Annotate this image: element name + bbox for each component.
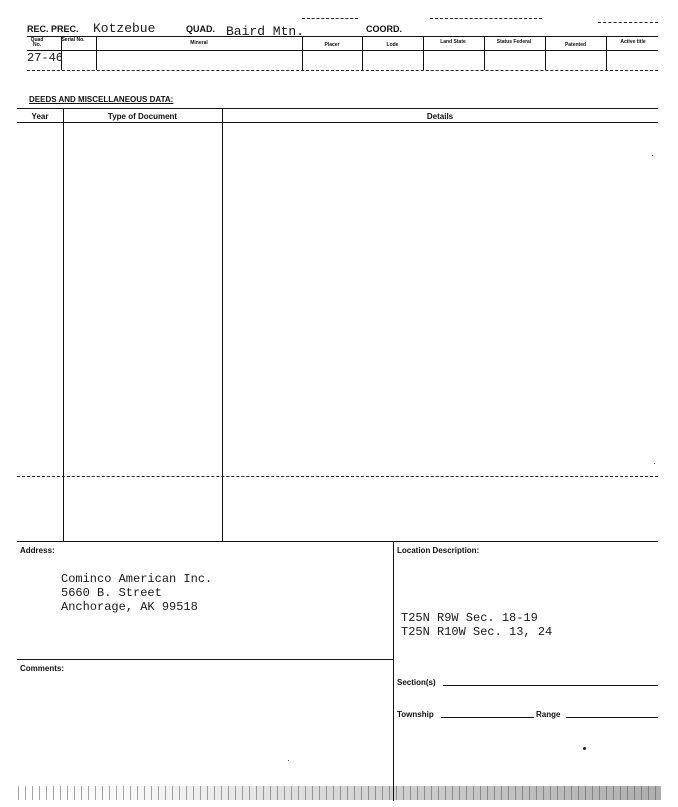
header-top-dash-3 [598,22,658,23]
header-col-div-4 [362,36,363,70]
coord-label: COORD. [366,24,402,34]
comments-label: Comments: [20,664,65,673]
lower-col-divider [393,541,394,801]
header-rule-bottom [27,70,658,71]
address-label: Address: [20,546,55,555]
header-top-dash-2 [430,18,542,19]
speck-1 [583,747,586,750]
scan-edge-noise [15,786,661,800]
col-active-title: Active title [620,39,646,45]
header-col-div-5 [423,36,424,70]
col-serial-no: Serial No. [61,37,85,43]
speck-2 [288,760,289,761]
section-label: Section(s) [397,678,436,687]
section-fill-line [443,685,658,686]
rec-prec-label: REC. PREC. [27,24,79,34]
lower-rule-top [17,541,658,542]
quad-label: QUAD. [186,24,215,34]
address-line-2: 5660 B. Street [61,586,162,600]
range-fill-line [566,717,658,718]
quad-value: Baird Mtn. [226,24,305,39]
location-line-1: T25N R9W Sec. 18-19 [401,611,538,625]
township-fill-line [441,717,534,718]
deeds-col-details: Details [426,112,454,121]
range-label: Range [536,710,561,719]
header-col-div-7 [545,36,546,70]
header-col-div-3 [302,36,303,70]
col-patented: Patented [564,42,587,48]
col-placer: Placer [324,42,340,48]
rec-prec-value: Kotzebue [93,21,156,36]
col-mineral: Mineral [190,40,208,46]
location-label: Location Description: [397,546,480,555]
township-label: Township [397,710,434,719]
location-line-2: T25N R10W Sec. 13, 24 [401,625,553,639]
col-quad-no: Quad No. [30,37,44,48]
comments-rule [17,659,393,660]
header-col-div-6 [484,36,485,70]
col-status-federal: Status Federal [496,39,532,45]
address-line-1: Cominco American Inc. [61,572,213,586]
col-lode: Lode [386,42,399,48]
header-rule-top [27,36,658,37]
deeds-col-year: Year [31,112,49,121]
deeds-col-type: Type of Document [107,112,178,121]
header-rule-mid [27,50,658,51]
speck-4 [654,463,655,464]
speck-3 [652,155,653,156]
col-land-state: Land State [440,39,466,45]
quad-no-value: 27-46 [27,51,64,65]
deeds-section-title: DEEDS AND MISCELLANEOUS DATA: [29,95,174,104]
deeds-rule-header [17,122,658,123]
header-col-div-8 [606,36,607,70]
address-line-3: Anchorage, AK 99518 [61,600,198,614]
deeds-mid-dash [17,476,658,477]
deeds-rule-top [17,108,658,109]
header-top-dash-1 [302,18,358,19]
